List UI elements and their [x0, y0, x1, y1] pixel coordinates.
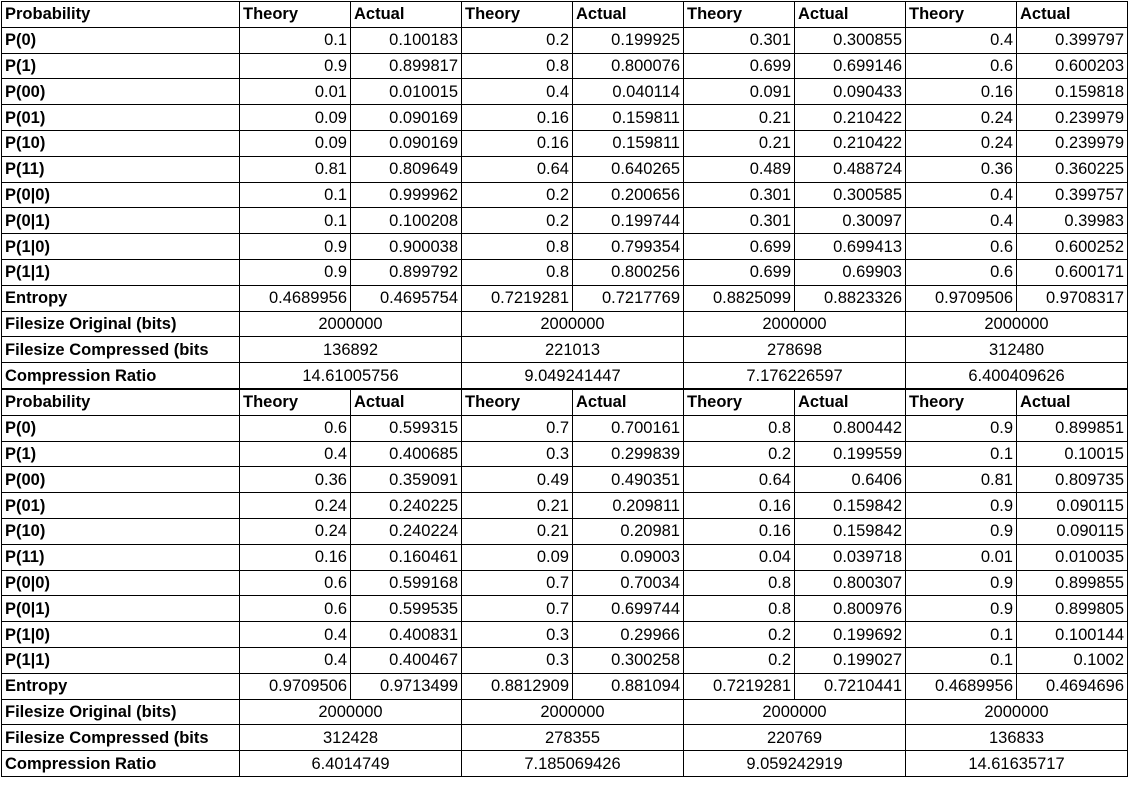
- filesize-compressed-row: [2, 725, 1128, 751]
- actual-cell[interactable]: 0.090115: [1017, 493, 1128, 519]
- header-theory[interactable]: Theory: [240, 2, 351, 28]
- actual-cell[interactable]: 0.899792: [351, 259, 462, 285]
- compression-ratio-cell[interactable]: 7.176226597: [684, 363, 906, 389]
- filesize-compressed-label[interactable]: Filesize Compressed (bits: [2, 725, 240, 751]
- header-theory[interactable]: Theory: [462, 389, 573, 415]
- filesize-original-row: [2, 699, 1128, 725]
- theory-cell[interactable]: 0.9: [906, 518, 1017, 544]
- theory-cell[interactable]: 0.091: [684, 79, 795, 105]
- theory-cell[interactable]: 0.7: [462, 596, 573, 622]
- spreadsheet: [1, 1, 1128, 777]
- actual-cell[interactable]: 0.490351: [573, 467, 684, 493]
- actual-cell[interactable]: 0.300258: [573, 647, 684, 673]
- row-label[interactable]: P(00): [2, 79, 240, 105]
- actual-cell[interactable]: 0.400467: [351, 647, 462, 673]
- theory-cell[interactable]: 0.2: [684, 647, 795, 673]
- compression-ratio-cell[interactable]: 14.61005756: [240, 363, 462, 389]
- compression-ratio-label[interactable]: Compression Ratio: [2, 363, 240, 389]
- actual-cell[interactable]: 0.809649: [351, 156, 462, 182]
- entropy-actual-cell[interactable]: 0.8823326: [795, 285, 906, 311]
- table-row: [2, 622, 1128, 648]
- theory-cell[interactable]: 0.21: [684, 130, 795, 156]
- filesize-original-cell[interactable]: 2000000: [906, 699, 1128, 725]
- actual-cell[interactable]: 0.800976: [795, 596, 906, 622]
- filesize-original-row: [2, 311, 1128, 337]
- theory-cell[interactable]: 0.2: [462, 27, 573, 53]
- theory-cell[interactable]: 0.4: [462, 79, 573, 105]
- table-row: [2, 182, 1128, 208]
- header-theory[interactable]: Theory: [684, 2, 795, 28]
- theory-cell[interactable]: 0.9: [240, 259, 351, 285]
- theory-cell[interactable]: 0.8: [684, 415, 795, 441]
- filesize-compressed-cell[interactable]: 312428: [240, 725, 462, 751]
- theory-cell[interactable]: 0.1: [906, 441, 1017, 467]
- actual-cell[interactable]: 0.699744: [573, 596, 684, 622]
- theory-cell[interactable]: 0.9: [906, 415, 1017, 441]
- theory-cell[interactable]: 0.21: [462, 493, 573, 519]
- header-actual[interactable]: Actual: [1017, 389, 1128, 415]
- header-theory[interactable]: Theory: [906, 389, 1017, 415]
- theory-cell[interactable]: 0.49: [462, 467, 573, 493]
- table-row: [2, 570, 1128, 596]
- theory-cell[interactable]: 0.301: [684, 208, 795, 234]
- actual-cell[interactable]: 0.010015: [351, 79, 462, 105]
- actual-cell[interactable]: 0.600171: [1017, 259, 1128, 285]
- theory-cell[interactable]: 0.9: [240, 53, 351, 79]
- actual-cell[interactable]: 0.39983: [1017, 208, 1128, 234]
- actual-cell[interactable]: 0.800442: [795, 415, 906, 441]
- filesize-compressed-cell[interactable]: 136892: [240, 337, 462, 363]
- entropy-actual-cell[interactable]: 0.7217769: [573, 285, 684, 311]
- actual-cell[interactable]: 0.800256: [573, 259, 684, 285]
- actual-cell[interactable]: 0.400685: [351, 441, 462, 467]
- filesize-original-label[interactable]: Filesize Original (bits): [2, 311, 240, 337]
- entropy-actual-cell[interactable]: 0.9708317: [1017, 285, 1128, 311]
- header-theory[interactable]: Theory: [240, 389, 351, 415]
- actual-cell[interactable]: 0.159842: [795, 518, 906, 544]
- filesize-compressed-cell[interactable]: 278698: [684, 337, 906, 363]
- theory-cell[interactable]: 0.9: [906, 570, 1017, 596]
- actual-cell[interactable]: 0.159818: [1017, 79, 1128, 105]
- theory-cell[interactable]: 0.04: [684, 544, 795, 570]
- probability-table: [1, 1, 1128, 777]
- compression-ratio-cell[interactable]: 9.049241447: [462, 363, 684, 389]
- actual-cell[interactable]: 0.809735: [1017, 467, 1128, 493]
- table-row: [2, 647, 1128, 673]
- header-actual[interactable]: Actual: [351, 389, 462, 415]
- row-label[interactable]: P(0|0): [2, 570, 240, 596]
- actual-cell[interactable]: 0.200656: [573, 182, 684, 208]
- theory-cell[interactable]: 0.301: [684, 27, 795, 53]
- filesize-compressed-cell[interactable]: 136833: [906, 725, 1128, 751]
- actual-cell[interactable]: 0.360225: [1017, 156, 1128, 182]
- table-row: [2, 544, 1128, 570]
- theory-cell[interactable]: 0.8: [462, 234, 573, 260]
- filesize-compressed-row: [2, 337, 1128, 363]
- filesize-compressed-cell[interactable]: 220769: [684, 725, 906, 751]
- theory-cell[interactable]: 0.699: [684, 259, 795, 285]
- theory-cell[interactable]: 0.1: [240, 208, 351, 234]
- actual-cell[interactable]: 0.199925: [573, 27, 684, 53]
- table-row: [2, 53, 1128, 79]
- theory-cell[interactable]: 0.4: [906, 208, 1017, 234]
- actual-cell[interactable]: 0.210422: [795, 105, 906, 131]
- theory-cell[interactable]: 0.7: [462, 570, 573, 596]
- actual-cell[interactable]: 0.010035: [1017, 544, 1128, 570]
- actual-cell[interactable]: 0.100183: [351, 27, 462, 53]
- row-label[interactable]: P(0|1): [2, 596, 240, 622]
- actual-cell[interactable]: 0.090433: [795, 79, 906, 105]
- filesize-original-cell[interactable]: 2000000: [684, 311, 906, 337]
- actual-cell[interactable]: 0.300585: [795, 182, 906, 208]
- actual-cell[interactable]: 0.359091: [351, 467, 462, 493]
- theory-cell[interactable]: 0.36: [240, 467, 351, 493]
- actual-cell[interactable]: 0.090115: [1017, 518, 1128, 544]
- row-label[interactable]: P(1|1): [2, 647, 240, 673]
- filesize-original-cell[interactable]: 2000000: [906, 311, 1128, 337]
- actual-cell[interactable]: 0.100208: [351, 208, 462, 234]
- compression-ratio-label[interactable]: Compression Ratio: [2, 751, 240, 777]
- actual-cell[interactable]: 0.199027: [795, 647, 906, 673]
- filesize-original-cell[interactable]: 2000000: [240, 699, 462, 725]
- filesize-original-cell[interactable]: 2000000: [684, 699, 906, 725]
- actual-cell[interactable]: 0.040114: [573, 79, 684, 105]
- table-row: [2, 156, 1128, 182]
- theory-cell[interactable]: 0.9: [240, 234, 351, 260]
- theory-cell[interactable]: 0.7: [462, 415, 573, 441]
- theory-cell[interactable]: 0.24: [906, 130, 1017, 156]
- theory-cell[interactable]: 0.6: [240, 415, 351, 441]
- actual-cell[interactable]: 0.29966: [573, 622, 684, 648]
- header-actual[interactable]: Actual: [351, 2, 462, 28]
- header-theory[interactable]: Theory: [684, 389, 795, 415]
- actual-cell[interactable]: 0.090169: [351, 105, 462, 131]
- row-label[interactable]: P(01): [2, 105, 240, 131]
- actual-cell[interactable]: 0.159811: [573, 105, 684, 131]
- entropy-theory-cell[interactable]: 0.4689956: [906, 673, 1017, 699]
- entropy-actual-cell[interactable]: 0.7210441: [795, 673, 906, 699]
- row-label[interactable]: P(1|0): [2, 622, 240, 648]
- entropy-theory-cell[interactable]: 0.9709506: [240, 673, 351, 699]
- actual-cell[interactable]: 0.09003: [573, 544, 684, 570]
- actual-cell[interactable]: 0.039718: [795, 544, 906, 570]
- actual-cell[interactable]: 0.10015: [1017, 441, 1128, 467]
- entropy-theory-cell[interactable]: 0.4689956: [240, 285, 351, 311]
- theory-cell[interactable]: 0.16: [462, 130, 573, 156]
- actual-cell[interactable]: 0.999962: [351, 182, 462, 208]
- table-row: [2, 27, 1128, 53]
- row-label[interactable]: P(00): [2, 467, 240, 493]
- theory-cell[interactable]: 0.4: [906, 27, 1017, 53]
- actual-cell[interactable]: 0.899855: [1017, 570, 1128, 596]
- actual-cell[interactable]: 0.799354: [573, 234, 684, 260]
- theory-cell[interactable]: 0.09: [240, 130, 351, 156]
- actual-cell[interactable]: 0.300855: [795, 27, 906, 53]
- theory-cell[interactable]: 0.9: [906, 596, 1017, 622]
- theory-cell[interactable]: 0.4: [240, 622, 351, 648]
- header-theory[interactable]: Theory: [906, 2, 1017, 28]
- actual-cell[interactable]: 0.700161: [573, 415, 684, 441]
- entropy-theory-cell[interactable]: 0.8825099: [684, 285, 795, 311]
- table-row: [2, 518, 1128, 544]
- theory-cell[interactable]: 0.3: [462, 647, 573, 673]
- theory-cell[interactable]: 0.489: [684, 156, 795, 182]
- header-actual[interactable]: Actual: [1017, 2, 1128, 28]
- row-label[interactable]: P(1): [2, 441, 240, 467]
- theory-cell[interactable]: 0.3: [462, 441, 573, 467]
- filesize-original-label[interactable]: Filesize Original (bits): [2, 699, 240, 725]
- theory-cell[interactable]: 0.1: [240, 27, 351, 53]
- actual-cell[interactable]: 0.199744: [573, 208, 684, 234]
- actual-cell[interactable]: 0.488724: [795, 156, 906, 182]
- theory-cell[interactable]: 0.4: [240, 441, 351, 467]
- table-row: [2, 79, 1128, 105]
- header-actual[interactable]: Actual: [795, 2, 906, 28]
- theory-cell[interactable]: 0.64: [684, 467, 795, 493]
- theory-cell[interactable]: 0.24: [240, 493, 351, 519]
- theory-cell[interactable]: 0.09: [462, 544, 573, 570]
- filesize-original-cell[interactable]: 2000000: [240, 311, 462, 337]
- compression-ratio-row: [2, 363, 1128, 389]
- header-actual[interactable]: Actual: [573, 389, 684, 415]
- theory-cell[interactable]: 0.36: [906, 156, 1017, 182]
- theory-cell[interactable]: 0.24: [240, 518, 351, 544]
- entropy-theory-cell[interactable]: 0.7219281: [462, 285, 573, 311]
- theory-cell[interactable]: 0.01: [240, 79, 351, 105]
- actual-cell[interactable]: 0.399757: [1017, 182, 1128, 208]
- theory-cell[interactable]: 0.16: [684, 493, 795, 519]
- entropy-row: [2, 673, 1128, 699]
- entropy-actual-cell[interactable]: 0.881094: [573, 673, 684, 699]
- actual-cell[interactable]: 0.399797: [1017, 27, 1128, 53]
- header-probability[interactable]: Probability: [2, 389, 240, 415]
- theory-cell[interactable]: 0.3: [462, 622, 573, 648]
- actual-cell[interactable]: 0.6406: [795, 467, 906, 493]
- theory-cell[interactable]: 0.16: [462, 105, 573, 131]
- actual-cell[interactable]: 0.240224: [351, 518, 462, 544]
- row-label[interactable]: P(10): [2, 518, 240, 544]
- actual-cell[interactable]: 0.240225: [351, 493, 462, 519]
- actual-cell[interactable]: 0.699146: [795, 53, 906, 79]
- theory-cell[interactable]: 0.8: [462, 259, 573, 285]
- compression-ratio-cell[interactable]: 9.059242919: [684, 751, 906, 777]
- filesize-compressed-cell[interactable]: 278355: [462, 725, 684, 751]
- actual-cell[interactable]: 0.20981: [573, 518, 684, 544]
- row-label[interactable]: P(01): [2, 493, 240, 519]
- theory-cell[interactable]: 0.1: [240, 182, 351, 208]
- theory-cell[interactable]: 0.21: [462, 518, 573, 544]
- actual-cell[interactable]: 0.299839: [573, 441, 684, 467]
- actual-cell[interactable]: 0.70034: [573, 570, 684, 596]
- theory-cell[interactable]: 0.6: [240, 570, 351, 596]
- actual-cell[interactable]: 0.239979: [1017, 130, 1128, 156]
- theory-cell[interactable]: 0.9: [906, 493, 1017, 519]
- compression-ratio-cell[interactable]: 14.61635717: [906, 751, 1128, 777]
- theory-cell[interactable]: 0.699: [684, 53, 795, 79]
- actual-cell[interactable]: 0.400831: [351, 622, 462, 648]
- table-row: [2, 441, 1128, 467]
- header-theory[interactable]: Theory: [462, 2, 573, 28]
- theory-cell[interactable]: 0.8: [684, 570, 795, 596]
- header-row: [2, 2, 1128, 28]
- entropy-actual-cell[interactable]: 0.9713499: [351, 673, 462, 699]
- row-label[interactable]: P(11): [2, 544, 240, 570]
- compression-ratio-row: [2, 751, 1128, 777]
- entropy-theory-cell[interactable]: 0.8812909: [462, 673, 573, 699]
- table-row: [2, 467, 1128, 493]
- theory-cell[interactable]: 0.301: [684, 182, 795, 208]
- entropy-actual-cell[interactable]: 0.4695754: [351, 285, 462, 311]
- theory-cell[interactable]: 0.6: [906, 259, 1017, 285]
- actual-cell[interactable]: 0.100144: [1017, 622, 1128, 648]
- actual-cell[interactable]: 0.239979: [1017, 105, 1128, 131]
- actual-cell[interactable]: 0.1002: [1017, 647, 1128, 673]
- entropy-label[interactable]: Entropy: [2, 285, 240, 311]
- theory-cell[interactable]: 0.2: [684, 441, 795, 467]
- filesize-original-cell[interactable]: 2000000: [462, 699, 684, 725]
- actual-cell[interactable]: 0.899851: [1017, 415, 1128, 441]
- actual-cell[interactable]: 0.159842: [795, 493, 906, 519]
- actual-cell[interactable]: 0.800307: [795, 570, 906, 596]
- table-row: [2, 259, 1128, 285]
- theory-cell[interactable]: 0.01: [906, 544, 1017, 570]
- actual-cell[interactable]: 0.699413: [795, 234, 906, 260]
- actual-cell[interactable]: 0.640265: [573, 156, 684, 182]
- actual-cell[interactable]: 0.199559: [795, 441, 906, 467]
- filesize-original-cell[interactable]: 2000000: [462, 311, 684, 337]
- entropy-row: [2, 285, 1128, 311]
- row-label[interactable]: P(11): [2, 156, 240, 182]
- compression-ratio-cell[interactable]: 6.400409626: [906, 363, 1128, 389]
- row-label[interactable]: P(0|0): [2, 182, 240, 208]
- theory-cell[interactable]: 0.6: [906, 53, 1017, 79]
- actual-cell[interactable]: 0.209811: [573, 493, 684, 519]
- theory-cell[interactable]: 0.24: [906, 105, 1017, 131]
- theory-cell[interactable]: 0.16: [684, 518, 795, 544]
- actual-cell[interactable]: 0.900038: [351, 234, 462, 260]
- theory-cell[interactable]: 0.6: [906, 234, 1017, 260]
- row-label[interactable]: P(1|0): [2, 234, 240, 260]
- actual-cell[interactable]: 0.199692: [795, 622, 906, 648]
- theory-cell[interactable]: 0.4: [906, 182, 1017, 208]
- theory-cell[interactable]: 0.4: [240, 647, 351, 673]
- filesize-compressed-cell[interactable]: 221013: [462, 337, 684, 363]
- theory-cell[interactable]: 0.1: [906, 647, 1017, 673]
- entropy-theory-cell[interactable]: 0.9709506: [906, 285, 1017, 311]
- actual-cell[interactable]: 0.599315: [351, 415, 462, 441]
- actual-cell[interactable]: 0.69903: [795, 259, 906, 285]
- theory-cell[interactable]: 0.81: [240, 156, 351, 182]
- table-row: [2, 596, 1128, 622]
- actual-cell[interactable]: 0.800076: [573, 53, 684, 79]
- theory-cell[interactable]: 0.81: [906, 467, 1017, 493]
- theory-cell[interactable]: 0.2: [462, 208, 573, 234]
- actual-cell[interactable]: 0.600252: [1017, 234, 1128, 260]
- entropy-actual-cell[interactable]: 0.4694696: [1017, 673, 1128, 699]
- actual-cell[interactable]: 0.159811: [573, 130, 684, 156]
- header-row: [2, 389, 1128, 415]
- actual-cell[interactable]: 0.090169: [351, 130, 462, 156]
- theory-cell[interactable]: 0.2: [462, 182, 573, 208]
- table-row: [2, 130, 1128, 156]
- table-row: [2, 208, 1128, 234]
- row-label[interactable]: P(1): [2, 53, 240, 79]
- theory-cell[interactable]: 0.8: [462, 53, 573, 79]
- table-row: [2, 234, 1128, 260]
- theory-cell[interactable]: 0.16: [240, 544, 351, 570]
- entropy-theory-cell[interactable]: 0.7219281: [684, 673, 795, 699]
- filesize-compressed-cell[interactable]: 312480: [906, 337, 1128, 363]
- theory-cell[interactable]: 0.64: [462, 156, 573, 182]
- actual-cell[interactable]: 0.899805: [1017, 596, 1128, 622]
- theory-cell[interactable]: 0.699: [684, 234, 795, 260]
- row-label[interactable]: P(1|1): [2, 259, 240, 285]
- actual-cell[interactable]: 0.30097: [795, 208, 906, 234]
- table-row: [2, 493, 1128, 519]
- header-probability[interactable]: Probability: [2, 2, 240, 28]
- table-row: [2, 415, 1128, 441]
- theory-cell[interactable]: 0.16: [906, 79, 1017, 105]
- theory-cell[interactable]: 0.8: [684, 596, 795, 622]
- filesize-compressed-label[interactable]: Filesize Compressed (bits: [2, 337, 240, 363]
- compression-ratio-cell[interactable]: 7.185069426: [462, 751, 684, 777]
- actual-cell[interactable]: 0.599535: [351, 596, 462, 622]
- actual-cell[interactable]: 0.899817: [351, 53, 462, 79]
- header-actual[interactable]: Actual: [795, 389, 906, 415]
- entropy-label[interactable]: Entropy: [2, 673, 240, 699]
- actual-cell[interactable]: 0.160461: [351, 544, 462, 570]
- row-label[interactable]: P(10): [2, 130, 240, 156]
- row-label[interactable]: P(0): [2, 415, 240, 441]
- row-label[interactable]: P(0|1): [2, 208, 240, 234]
- compression-ratio-cell[interactable]: 6.4014749: [240, 751, 462, 777]
- header-actual[interactable]: Actual: [573, 2, 684, 28]
- theory-cell[interactable]: 0.2: [684, 622, 795, 648]
- table-row: [2, 105, 1128, 131]
- theory-cell[interactable]: 0.21: [684, 105, 795, 131]
- theory-cell[interactable]: 0.1: [906, 622, 1017, 648]
- theory-cell[interactable]: 0.6: [240, 596, 351, 622]
- actual-cell[interactable]: 0.210422: [795, 130, 906, 156]
- actual-cell[interactable]: 0.599168: [351, 570, 462, 596]
- theory-cell[interactable]: 0.09: [240, 105, 351, 131]
- row-label[interactable]: P(0): [2, 27, 240, 53]
- actual-cell[interactable]: 0.600203: [1017, 53, 1128, 79]
